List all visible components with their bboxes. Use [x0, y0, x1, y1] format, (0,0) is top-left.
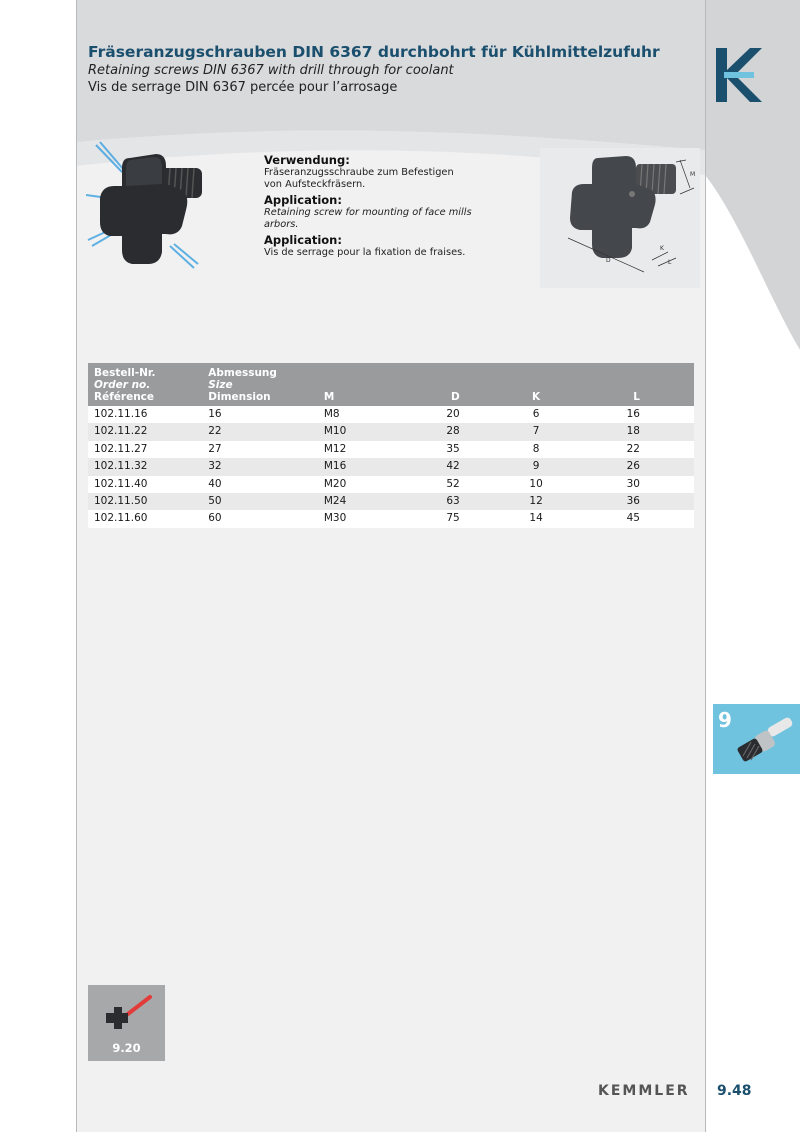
drawing-label-k: K: [660, 245, 664, 252]
cell-m: M8: [323, 408, 340, 420]
cell-l: 30: [626, 477, 640, 490]
cell-m: M12: [323, 442, 347, 455]
cell-d: 35: [446, 442, 460, 455]
cell-k: 10: [529, 477, 543, 490]
kemmler-logo-icon: [716, 48, 762, 102]
page-title-en: Retaining screws DIN 6367 with drill through for coolant: [88, 63, 454, 78]
table-row: [88, 441, 694, 458]
usage-heading-en: Application:: [264, 193, 342, 207]
cell-size: 22: [208, 425, 222, 438]
cell-l: 16: [626, 408, 640, 420]
cell-size: 27: [208, 442, 222, 455]
cell-k: 9: [532, 460, 540, 473]
header-order-no: Bestell-Nr. Order no. Référence: [94, 367, 156, 403]
header-k: K: [532, 391, 541, 403]
table-row: [88, 423, 694, 440]
cell-m: M20: [323, 477, 347, 490]
cell-l: 18: [626, 425, 640, 438]
cell-k: 8: [532, 442, 540, 455]
usage-text-de-2: von Aufsteckfräsern.: [264, 179, 366, 190]
wrench-icon: [98, 991, 156, 1035]
cell-order-no: 102.11.27: [94, 442, 148, 455]
table-row: [88, 406, 694, 423]
header-m: M: [323, 391, 335, 403]
usage-text-en-2: arbors.: [264, 219, 299, 230]
cell-order-no: 102.11.22: [94, 425, 148, 438]
table-row: [88, 493, 694, 510]
table-row: [88, 510, 694, 527]
cell-d: 42: [446, 460, 460, 473]
usage-block: [264, 151, 524, 259]
page-number: 9.48: [717, 1083, 752, 1099]
usage-heading-de: Verwendung:: [264, 153, 350, 167]
cell-d: 52: [446, 477, 460, 490]
cell-k: 7: [532, 425, 540, 438]
retention-knob-icon: [733, 712, 797, 768]
cell-size: 60: [208, 512, 222, 525]
cell-d: 20: [446, 408, 460, 420]
brand-name: KEMMLER: [598, 1083, 690, 1099]
dimension-drawing: [540, 148, 700, 288]
usage-text-de-1: Fräseranzugsschraube zum Befestigen: [264, 167, 454, 178]
cell-size: 40: [208, 477, 222, 490]
cell-l: 45: [626, 512, 640, 525]
cell-m: M16: [323, 460, 347, 473]
cell-order-no: 102.11.32: [94, 460, 148, 473]
cell-l: 26: [626, 460, 640, 473]
usage-text-en-1: Retaining screw for mounting of face mills: [264, 207, 472, 218]
cell-k: 14: [529, 512, 543, 525]
cell-order-no: 102.11.40: [94, 477, 148, 490]
table-row: [88, 458, 694, 475]
page-title-de: Fräseranzugschrauben DIN 6367 durchbohrt für Kühlmittelzufuhr: [88, 43, 660, 61]
cell-k: 12: [529, 495, 543, 508]
chapter-tab[interactable]: [713, 704, 800, 774]
table-row: [88, 476, 694, 493]
cell-size: 16: [208, 408, 222, 420]
cell-order-no: 102.11.16: [94, 408, 148, 420]
header-l: L: [633, 391, 640, 403]
cell-size: 32: [208, 460, 222, 473]
cell-m: M10: [323, 425, 347, 438]
cell-order-no: 102.11.50: [94, 495, 148, 508]
table-header-row: [88, 363, 694, 406]
cell-k: 6: [532, 408, 540, 420]
cross-reference-label: 9.20: [112, 1041, 141, 1055]
cell-d: 63: [446, 495, 460, 508]
cell-size: 50: [208, 495, 222, 508]
header-size: Abmessung Size Dimension: [208, 367, 277, 403]
cell-m: M24: [323, 495, 347, 508]
drawing-label-l: L: [668, 259, 672, 266]
page-title-fr: Vis de serrage DIN 6367 percée pour l’arrosage: [88, 80, 398, 95]
header-d: D: [450, 391, 460, 403]
drawing-label-m: M: [690, 171, 696, 178]
usage-text-fr-1: Vis de serrage pour la fixation de fraises.: [264, 247, 466, 258]
cell-l: 22: [626, 442, 640, 455]
chapter-number: 9: [718, 708, 732, 732]
cell-order-no: 102.11.60: [94, 512, 148, 525]
drawing-label-d: D: [606, 257, 611, 264]
cell-m: M30: [323, 512, 347, 525]
product-photo: [86, 140, 206, 280]
product-table: [88, 363, 694, 528]
usage-heading-fr: Application:: [264, 233, 342, 247]
cross-reference-box[interactable]: [88, 985, 165, 1061]
cell-l: 36: [626, 495, 640, 508]
cell-d: 75: [446, 512, 460, 525]
cell-d: 28: [446, 425, 460, 438]
